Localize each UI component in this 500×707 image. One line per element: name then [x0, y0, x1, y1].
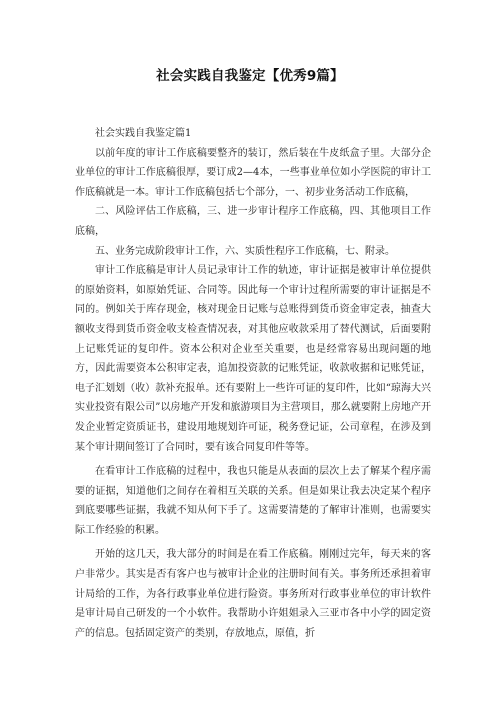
paragraph-1: 以前年度的审计工作底稿要整齐的装订，然后装在牛皮纸盒子里。大部分企业单位的审计工作底稿很厚，要订成2—4本，一些事业单位如小学医院的审计工作底稿就是一本。审计工作底稿包括七个部分，一、初步业务活动工作底稿， — [75, 147, 431, 198]
document-title: 社会实践自我鉴定【优秀9篇】 — [156, 68, 344, 84]
paragraph-6: 开始的这几天，我大部分的时间是在看工作底稿。刚刚过完年，每天来的客户非常少。其实是否有客户也与被审计企业的注册时间有关。事务所还承担着审计局给的工作，为各行政事业单位进行险资。事务所对行政事业单位的审计软件是审计局自己研发的一个小软件。我帮助小许姐姐录入三亚市各中小学的固定资产的信息。包括固定资产的类别，存放地点，原值，折 — [75, 549, 431, 639]
paragraph-4: 审计工作底稿是审计人员记录审计工作的轨迹，审计证据是被审计单位提供的原始资料，如原始凭证、合同等。因此每一个审计过程所需要的审计证据是不同的。例如关于库存现金，核对现金日记账与总账得到货币资金审定表，抽查大额收支得到货币资金收支检查情况表，对其他应收款采用了替代测试，后面要附上记账凭证的复印件。资本公积对企业至关重要，也是经常容易出现问题的地方，因此需要资本公积审定表，追加投资款的记账凭证，收款收据和记账凭证，电子汇划划（收）款补充报单。还有要附上一些许可证的复印件，比如“琼海大兴实业投资有限公司”以房地产开发和旅游项目为主营项目，那么就要附上房地产开发企业暂定资质证书，建设用地规划许可证，税务登记证，公司章程，在涉及到某个审计期间签订了合同时，要有该合同复印件等等。 — [75, 265, 431, 453]
section-heading: 社会实践自我鉴定篇1 — [95, 128, 192, 139]
paragraph-2: 二、风险评估工作底稿，三、进一步审计程序工作底稿，四、其他项目工作底稿， — [75, 206, 431, 237]
paragraph-3: 五、业务完成阶段审计工作，六、实质性程序工作底稿，七、附录。 — [95, 245, 395, 257]
paragraph-5: 在看审计工作底稿的过程中，我也只能是从表面的层次上去了解某个程序需要的证据，知道他们之间存在着相互关联的关系。但是如果让我去决定某个程序到底要哪些证据，我就不知从何下手了。这需要清楚的了解审计准则，也需要实际工作经验的积累。 — [75, 466, 431, 536]
document-body — [75, 124, 431, 643]
